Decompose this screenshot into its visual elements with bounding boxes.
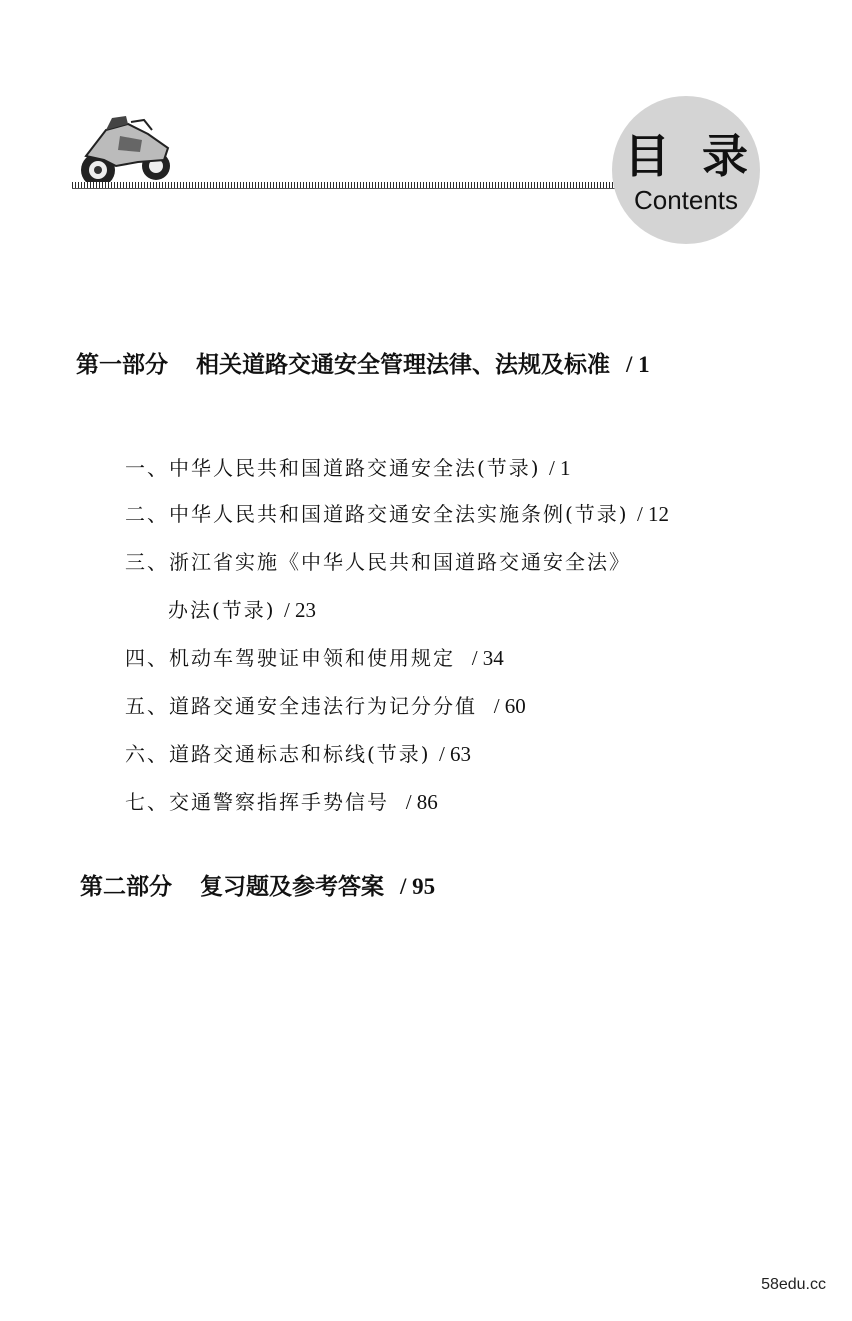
toc-item[interactable] [125, 452, 571, 481]
toc-item-text: 六、道路交通标志和标线(节录) [125, 742, 431, 766]
toc-item-text: 二、中华人民共和国道路交通安全法实施条例(节录) [125, 502, 629, 526]
toc-item-text: 四、机动车驾驶证申领和使用规定 [125, 646, 455, 670]
part-two[interactable] [80, 868, 435, 901]
part-page: / 95 [400, 874, 436, 899]
header-divider [72, 188, 628, 189]
contents-badge [612, 96, 760, 244]
toc-item-text: 七、交通警察指挥手势信号 [125, 790, 389, 814]
toc-item-text: 三、浙江省实施《中华人民共和国道路交通安全法》 [125, 550, 631, 574]
part-title: 复习题及参考答案 [200, 873, 384, 900]
toc-item-page: / 60 [493, 694, 526, 718]
part-label: 第一部分 [76, 351, 168, 378]
badge-subtitle: Contents [633, 185, 739, 215]
toc-item-page: / 86 [405, 790, 438, 814]
badge-title: 目 录 [623, 129, 756, 183]
part-label: 第二部分 [80, 873, 172, 900]
toc-item-page: / 12 [636, 502, 670, 526]
toc-item[interactable] [125, 498, 669, 527]
part-title: 相关道路交通安全管理法律、法规及标准 [196, 351, 610, 378]
toc-item-page: / 34 [471, 646, 504, 670]
toc-item-page: / 23 [283, 598, 317, 622]
toc-item-text: 一、中华人民共和国道路交通安全法(节录) [125, 456, 541, 480]
toc-item[interactable] [125, 690, 526, 719]
part-one[interactable] [76, 346, 650, 379]
toc-item-continuation[interactable] [168, 594, 316, 623]
motorcycle-icon [76, 110, 176, 192]
toc-item-text: 办法(节录) [168, 598, 276, 622]
watermark: 58edu.cc [761, 1276, 826, 1293]
part-page: / 1 [626, 352, 650, 377]
toc-item[interactable] [125, 642, 504, 671]
toc-item[interactable] [125, 546, 631, 575]
toc-item[interactable] [125, 786, 438, 815]
toc-item-page: / 1 [548, 456, 571, 480]
toc-item-page: / 63 [438, 742, 472, 766]
toc-item-text: 五、道路交通安全违法行为记分分值 [125, 694, 477, 718]
toc-item[interactable] [125, 738, 471, 767]
